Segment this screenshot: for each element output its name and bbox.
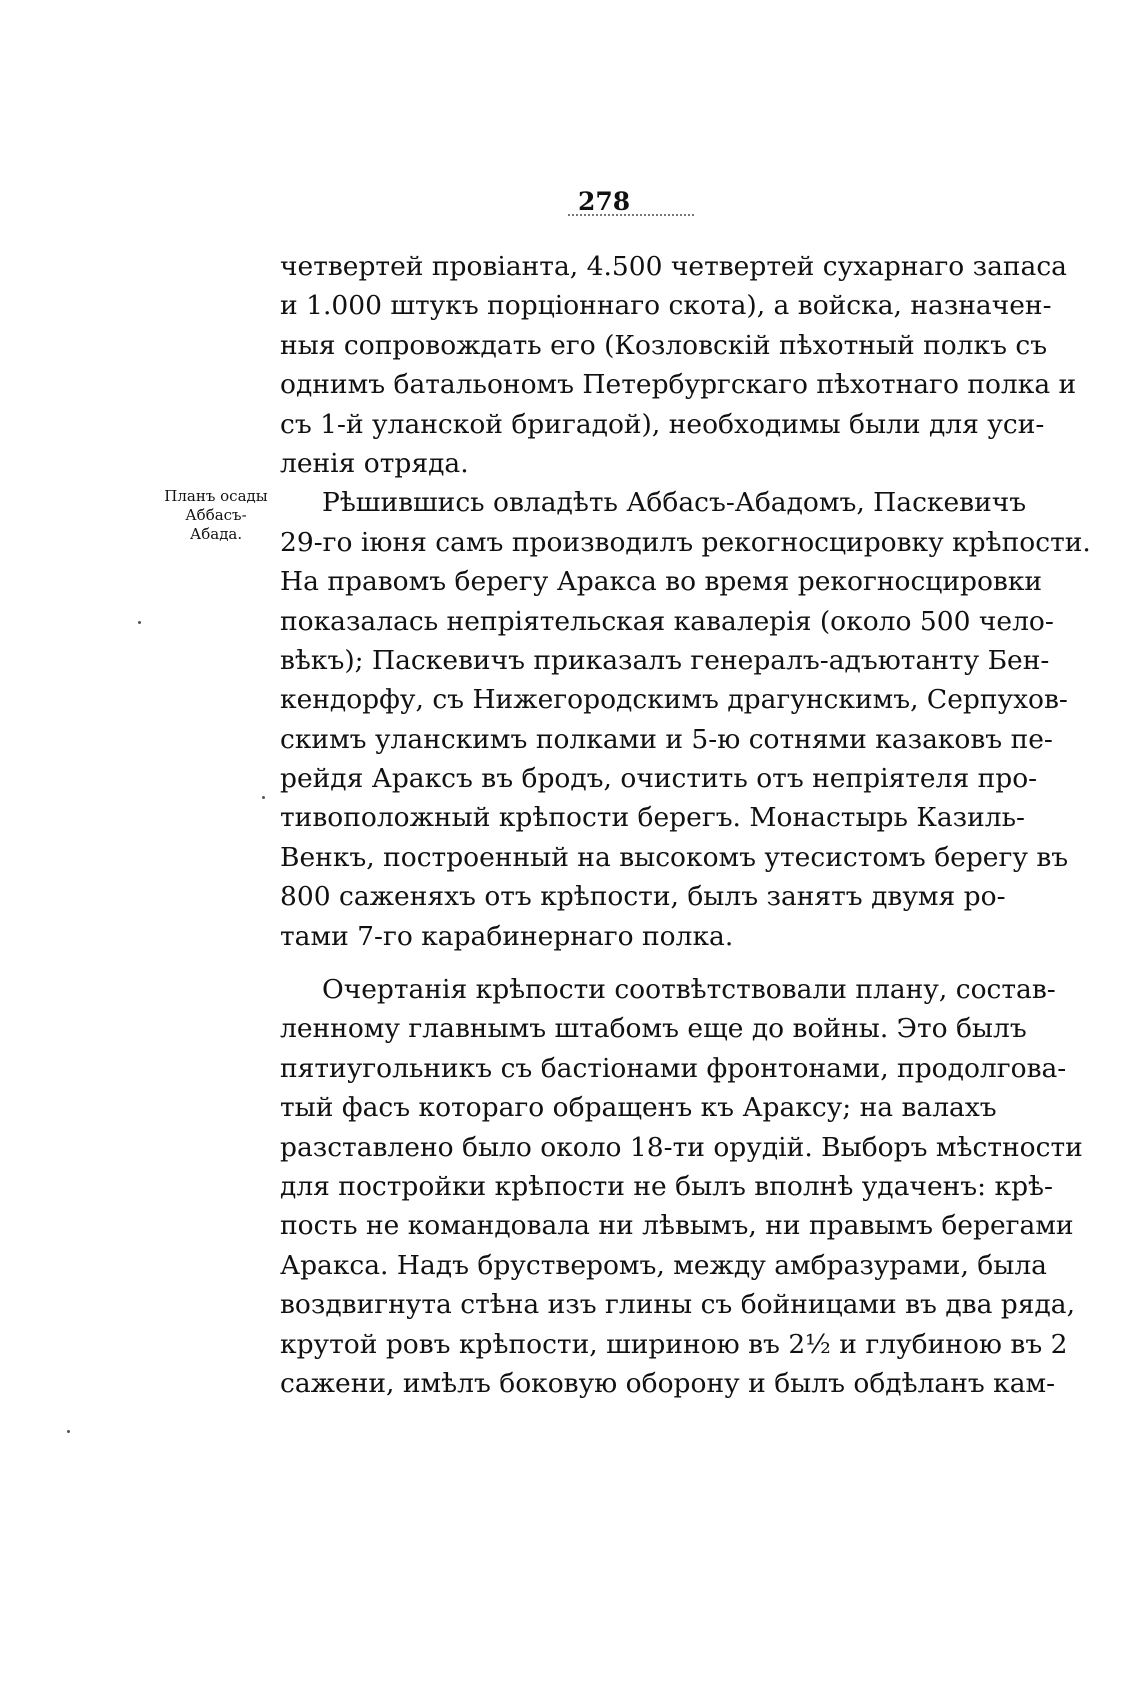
text-line: сажени, имѣлъ боковую оборону и былъ обдѣланъ кам- <box>280 1367 1056 1399</box>
text-line: тами 7-го карабинернаго полка. <box>280 920 734 952</box>
scan-speck <box>262 796 265 799</box>
paragraph-3 <box>280 970 1083 1403</box>
paragraph-gap <box>280 956 977 970</box>
page-number-ornament <box>568 214 694 216</box>
text-line: ленія отряда. <box>280 447 469 479</box>
text-line: вѣкъ); Паскевичъ приказалъ генералъ-адъютанту Бен- <box>280 644 1050 676</box>
text-line: однимъ батальономъ Петербургскаго пѣхотнаго полка и <box>280 369 1077 401</box>
text-line: рейдя Араксъ въ бродъ, очистить отъ непріятеля про- <box>280 763 1038 795</box>
text-line: ныя сопровождать его (Козловскій пѣхотный полкъ съ <box>280 329 1048 361</box>
text-line: воздвигнута стѣна изъ глины съ бойницами въ два ряда, <box>280 1289 1076 1321</box>
body-text <box>280 247 1091 1403</box>
text-line: разставлено было около 18-ти орудій. Выборъ мѣстности <box>280 1131 1083 1163</box>
text-line: скимъ уланскимъ полками и 5-ю сотнями казаковъ пе- <box>280 723 1053 755</box>
text-line: кендорфу, съ Нижегородскимъ драгунскимъ, Серпухов- <box>280 684 1068 716</box>
text-line: показалась непріятельская кавалерія (около 500 чело- <box>280 605 1054 637</box>
text-line: пятиугольникъ съ бастіонами фронтонами, продолгова- <box>280 1052 1067 1084</box>
text-line: тивоположный крѣпости берегъ. Монастырь Казиль- <box>280 802 1026 834</box>
text-line: пость не командовала ни лѣвымъ, ни правымъ берегами <box>280 1210 1074 1242</box>
margin-note-line: Планъ осады <box>164 487 268 505</box>
text-line: и 1.000 штукъ порціоннаго скота), а войска, назначен- <box>280 290 1052 322</box>
text-line: 800 саженяхъ отъ крѣпости, былъ занятъ двумя ро- <box>280 881 1006 913</box>
text-line: для постройки крѣпости не былъ вполнѣ удаченъ: крѣ- <box>280 1170 1053 1202</box>
text-line: ленному главнымъ штабомъ еще до войны. Это былъ <box>280 1013 1027 1045</box>
text-line: тый фасъ котораго обращенъ къ Араксу; на валахъ <box>280 1092 997 1124</box>
paragraph-2 <box>280 483 1091 956</box>
margin-note-line: Аббасъ- <box>185 506 247 524</box>
text-line: Венкъ, построенный на высокомъ утесистомъ берегу въ <box>280 841 1069 873</box>
text-line: четвертей провіанта, 4.500 четвертей сухарнаго запаса <box>280 251 1067 282</box>
text-line: Очертанія крѣпости соотвѣтствовали плану, состав- <box>322 974 1056 1006</box>
text-line: 29-го іюня самъ производилъ рекогносцировку крѣпости. <box>280 526 1091 558</box>
paragraph-1 <box>280 247 1077 483</box>
scan-speck <box>67 1430 70 1433</box>
margin-note <box>150 487 282 544</box>
text-line: крутой ровъ крѣпости, шириною въ 2½ и глубиною въ 2 <box>280 1328 1068 1360</box>
text-line: На правомъ берегу Аракса во время рекогносцировки <box>280 566 1043 598</box>
text-line: Рѣшившись овладѣть Аббасъ-Абадомъ, Паскевичъ <box>322 487 1027 519</box>
margin-note-line: Абада. <box>189 525 243 543</box>
text-line: съ 1-й уланской бригадой), необходимы были для уси- <box>280 408 1045 440</box>
scan-speck <box>138 621 141 624</box>
text-line: Аракса. Надъ брустверомъ, между амбразурами, была <box>280 1249 1047 1281</box>
page-number: 278 <box>578 187 631 216</box>
